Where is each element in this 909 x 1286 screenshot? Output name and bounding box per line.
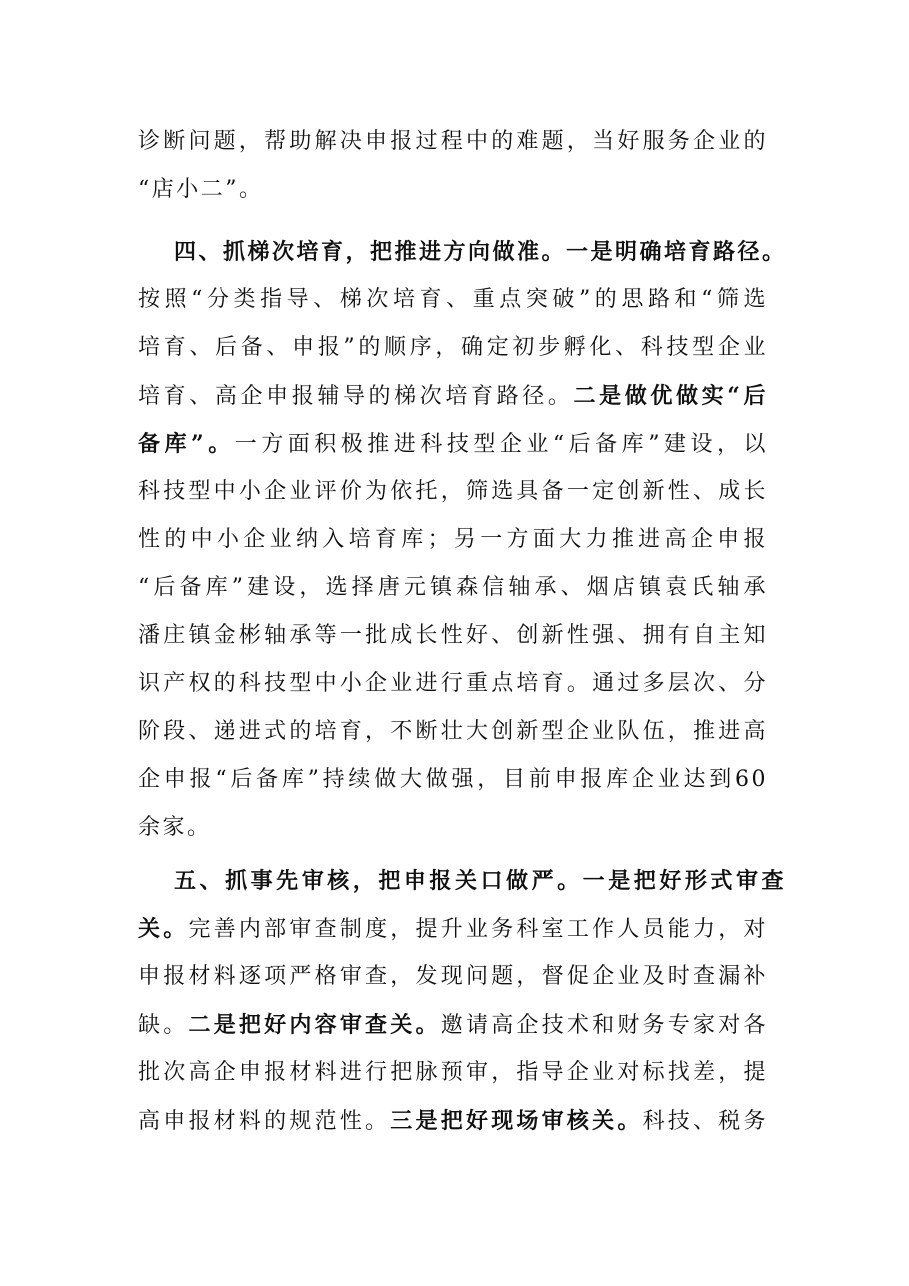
- body-text: 企申报“后备库”持续做大做强，目前申报库企业达到60: [138, 767, 768, 792]
- text-line: [138, 478, 768, 506]
- text-line: 诊断问题，帮助解决申报过程中的难题，当好服务企业的: [138, 129, 768, 154]
- text-line: [138, 670, 768, 698]
- text-line: [138, 963, 768, 991]
- text-line: [138, 286, 768, 314]
- body-text: 培育、高企申报辅导的梯次培育路径。: [138, 384, 574, 409]
- text-line: [174, 238, 786, 267]
- body-text: 培育、后备、申报”的顺序，确定初步孵化、科技型企业: [138, 335, 768, 360]
- bold-text: 关。: [138, 916, 189, 942]
- bold-text: 五、抓事先审核，把申报关口做严。一是把好形式审查: [174, 868, 786, 894]
- text-line: [138, 430, 768, 459]
- body-text: 科技、税务: [642, 1109, 768, 1134]
- text-line: [138, 382, 768, 411]
- text-line: “店小二”。: [138, 177, 264, 202]
- bold-text: 二是做优做实“后: [573, 383, 768, 409]
- body-text: 潘庄镇金彬轴承等一批成长性好、创新性强、拥有自主知: [138, 623, 768, 648]
- body-text: “后备库”建设，选择唐元镇森信轴承、烟店镇袁氏轴承: [138, 575, 768, 600]
- text-line: [138, 622, 768, 650]
- body-text: 按照“分类指导、梯次培育、重点突破”的思路和“筛选: [138, 287, 768, 312]
- text-line: [138, 1011, 768, 1040]
- text-line: [138, 915, 768, 944]
- text-line: [138, 574, 768, 602]
- bold-text: 二是把好内容审查关。: [188, 1012, 441, 1038]
- body-text: 申报材料逐项严格审查，发现问题，督促企业及时查漏补: [138, 964, 768, 989]
- text-line: [138, 1107, 768, 1136]
- text-line: [138, 1059, 768, 1087]
- text-line: [138, 814, 768, 842]
- text-line: [138, 526, 768, 554]
- text-line: [174, 867, 786, 896]
- body-text: 邀请高企技术和财务专家对各: [440, 1013, 768, 1038]
- body-text: 阶段、递进式的培育，不断壮大创新型企业队伍，推进高: [138, 719, 768, 744]
- body-text: 批次高企申报材料进行把脉预审，指导企业对标找差，提: [138, 1060, 768, 1085]
- body-text: 一方面积极推进科技型企业“后备库”建设，以: [234, 432, 769, 457]
- body-text: 余家。: [138, 815, 212, 840]
- text-line: [138, 766, 768, 794]
- bold-text: 三是把好现场审核关。: [390, 1108, 643, 1134]
- body-text: 识产权的科技型中小企业进行重点培育。通过多层次、分: [138, 671, 768, 696]
- bold-text: 四、抓梯次培育，把推进方向做准。一是明确培育路径。: [174, 239, 787, 265]
- body-text: 缺。: [138, 1013, 189, 1038]
- body-text: 性的中小企业纳入培育库；另一方面大力推进高企申报: [138, 527, 768, 552]
- bold-text: 备库”。: [138, 431, 235, 457]
- body-text: 完善内部审查制度，提升业务科室工作人员能力，对: [188, 917, 768, 942]
- body-text: 高申报材料的规范性。: [138, 1109, 391, 1134]
- text-line: [138, 334, 768, 362]
- text-line: [138, 718, 768, 746]
- body-text: 科技型中小企业评价为依托，筛选具备一定创新性、成长: [138, 479, 768, 504]
